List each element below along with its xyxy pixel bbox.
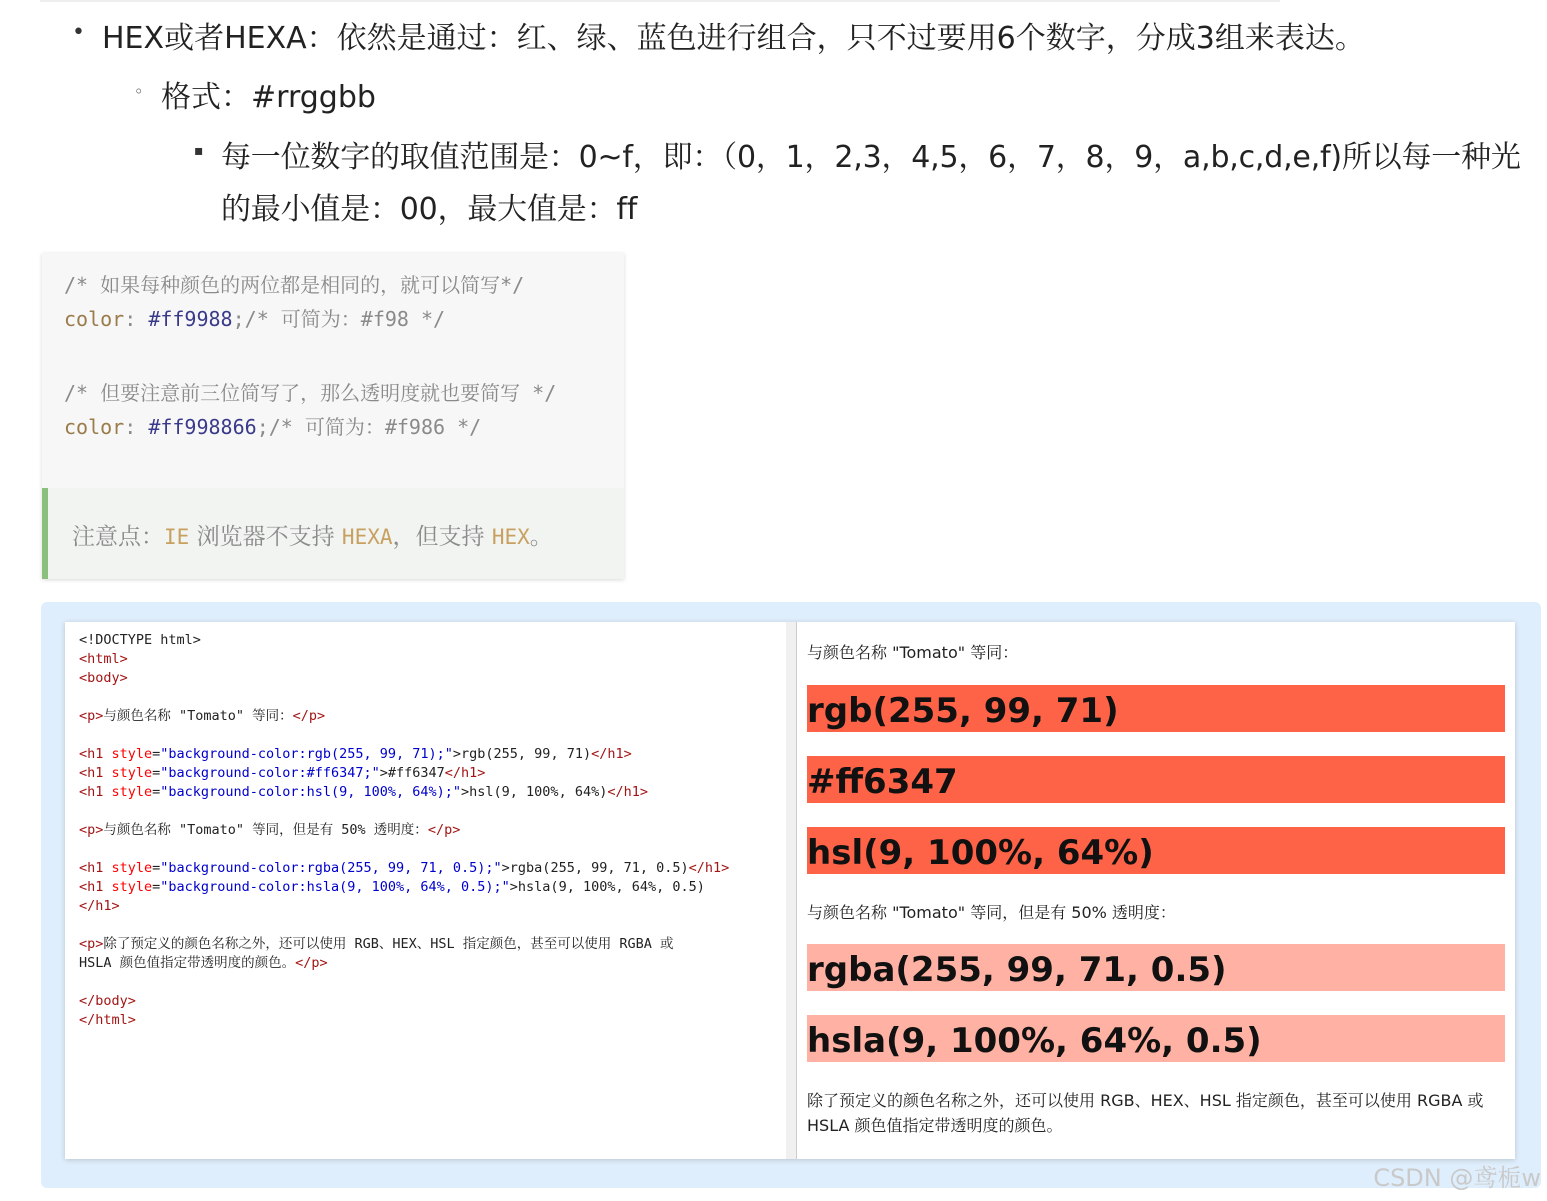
src-tag: <h1 (79, 784, 112, 800)
src-tag: <h1 (79, 860, 112, 876)
list-item-format: 格式：#rrggbb (161, 80, 376, 115)
src-tag: <html> (79, 651, 128, 667)
src-tag: </p> (427, 822, 461, 838)
bullet-square: ▪ (194, 143, 204, 159)
src-tag: </p> (292, 708, 326, 724)
code-colon: : (124, 307, 149, 331)
src-text: 与颜色名称 "Tomato" 等同： (103, 708, 293, 724)
code-line (64, 303, 445, 332)
result-heading-rgba: rgba(255, 99, 71, 0.5) (807, 944, 1505, 991)
src-attr: style (111, 746, 153, 762)
watermark: CSDN @鸢栀w (1373, 1164, 1541, 1192)
src-text: >hsl(9, 100%, 64%) (461, 784, 608, 800)
source-editor[interactable] (65, 622, 787, 1159)
note-hexa: HEXA (341, 525, 393, 549)
code-comment: ;/* 可简为：#f986 */ (256, 415, 482, 439)
note-hex: HEX (491, 525, 530, 549)
src-tag: </h1> (607, 784, 648, 800)
src-tag: </h1> (688, 860, 730, 876)
src-attr: style (111, 784, 153, 800)
code-comment: ;/* 可简为：#f98 */ (232, 307, 446, 331)
src-doctype: <!DOCTYPE html> (79, 632, 201, 648)
note-text (72, 518, 553, 551)
result-paragraph: 与颜色名称 "Tomato" 等同： (807, 643, 1019, 662)
source-code (79, 631, 729, 1030)
pane-resize-handle[interactable] (786, 622, 797, 1159)
result-heading-hsl: hsl(9, 100%, 64%) (807, 827, 1505, 874)
note-text-part: 浏览器不支持 (189, 524, 342, 550)
code-screenshot (42, 253, 624, 579)
src-tag: <p> (79, 936, 104, 952)
note-ie: IE (164, 525, 190, 549)
src-tag: <h1 (79, 765, 112, 781)
src-attr: style (111, 879, 153, 895)
top-divider (40, 0, 1280, 2)
src-tag: <p> (79, 708, 104, 724)
src-eq: = (152, 879, 161, 895)
code-property: color (64, 307, 125, 331)
src-eq: = (152, 746, 161, 762)
note-callout (42, 488, 624, 579)
src-text: >#ff6347 (379, 765, 445, 781)
src-tag: </body> (79, 993, 136, 1009)
result-heading-rgb: rgb(255, 99, 71) (807, 685, 1505, 732)
src-tag: </p> (295, 955, 328, 971)
src-text: >hsla(9, 100%, 64%, 0.5) (509, 879, 705, 895)
src-string: "background-color:hsl(9, 100%, 64%);" (160, 784, 462, 800)
note-text-part: 。 (529, 524, 553, 550)
src-text: >rgb(255, 99, 71) (452, 746, 592, 762)
code-comment: /* 但要注意前三位简写了，那么透明度就也要简写 */ (64, 381, 557, 405)
result-heading-hex: #ff6347 (807, 756, 1505, 803)
src-tag: <h1 (79, 879, 112, 895)
code-comment: /* 如果每种颜色的两位都是相同的，就可以简写*/ (64, 273, 525, 297)
note-text-part: ，但支持 (392, 524, 492, 550)
code-colon: : (124, 415, 149, 439)
src-string: "background-color:hsla(9, 100%, 64%, 0.5);" (160, 879, 510, 895)
src-eq: = (152, 765, 161, 781)
src-eq: = (152, 860, 161, 876)
try-it-frame (65, 622, 1515, 1159)
src-tag: <h1 (79, 746, 112, 762)
src-tag: </h1> (79, 898, 120, 914)
bullet-disc: • (72, 20, 85, 45)
src-tag: <p> (79, 822, 104, 838)
src-text: 与颜色名称 "Tomato" 等同，但是有 50% 透明度： (103, 822, 428, 838)
list-item-hex: HEX或者HEXA：依然是通过：红、绿、蓝色进行组合，只不过要用6个数字，分成3组来表达。 (102, 21, 1365, 56)
result-preview (797, 622, 1515, 1159)
src-string: "background-color:rgba(255, 99, 71, 0.5);" (160, 860, 502, 876)
src-text: 除了预定义的颜色名称之外，还可以使用 RGB、HEX、HSL 指定颜色，甚至可以使用 RGBA 或 (103, 936, 674, 952)
code-value: #ff998866 (148, 415, 257, 439)
src-text: HSLA 颜色值指定带透明度的颜色。 (79, 955, 296, 971)
src-tag: </h1> (591, 746, 632, 762)
code-line (64, 411, 481, 440)
src-eq: = (152, 784, 161, 800)
src-tag: <body> (79, 670, 128, 686)
bullet-circle: ◦ (134, 82, 144, 101)
src-string: "background-color:#ff6347;" (160, 765, 380, 781)
note-prefix: 注意点： (72, 524, 164, 550)
src-attr: style (111, 860, 153, 876)
src-text: >rgba(255, 99, 71, 0.5) (501, 860, 689, 876)
result-paragraph: 与颜色名称 "Tomato" 等同，但是有 50% 透明度： (807, 903, 1176, 922)
code-property: color (64, 415, 125, 439)
src-string: "background-color:rgb(255, 99, 71);" (160, 746, 453, 762)
src-tag: </html> (79, 1012, 136, 1028)
src-tag: </h1> (444, 765, 486, 781)
src-attr: style (111, 765, 153, 781)
result-heading-hsla: hsla(9, 100%, 64%, 0.5) (807, 1015, 1505, 1062)
code-value: #ff9988 (148, 307, 233, 331)
result-paragraph: 除了预定义的颜色名称之外，还可以使用 RGB、HEX、HSL 指定颜色，甚至可以使用 RGBA 或 HSLA 颜色值指定带透明度的颜色。 (807, 1091, 1484, 1135)
list-item-range: 每一位数字的取值范围是：0~f，即：（0，1，2,3，4,5，6，7，8，9，a,b,c,d,e,f)所以每一种光的最小值是：00，最大值是：ff (221, 140, 1521, 227)
